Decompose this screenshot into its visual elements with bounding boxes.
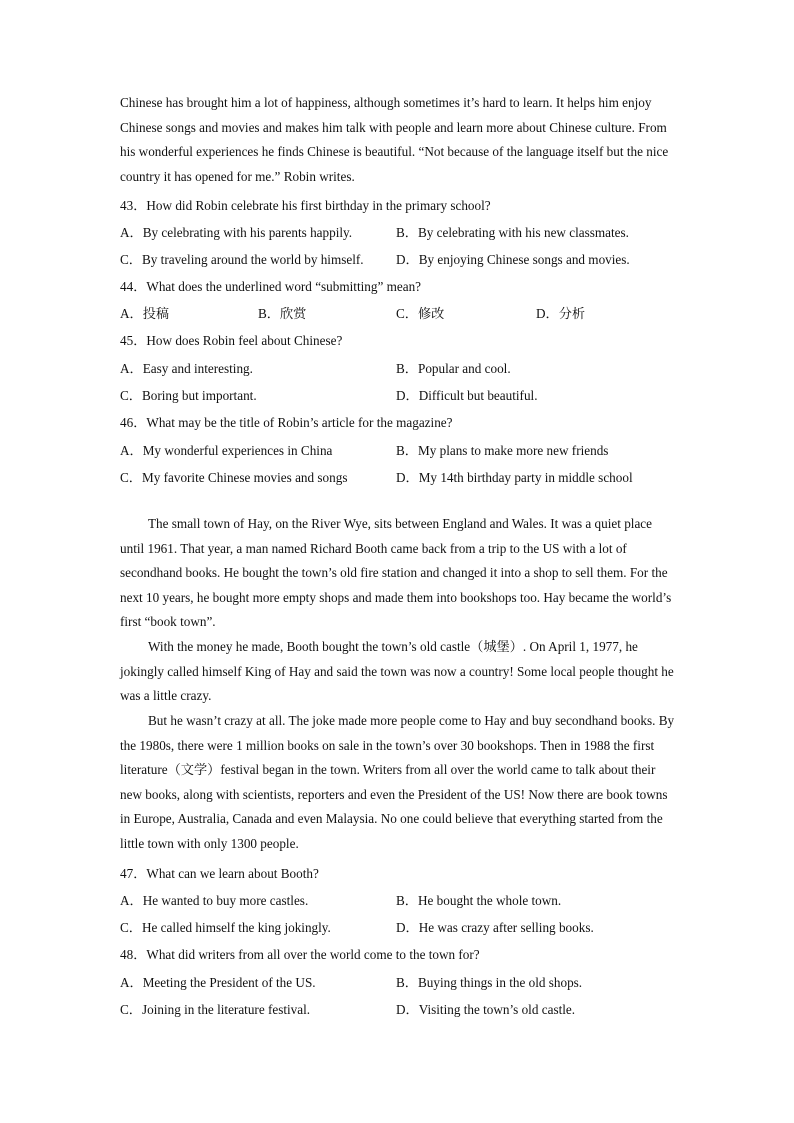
question-43-option-d: D．By enjoying Chinese songs and movies. [396,252,630,267]
question-44-option-a: A．投稿 [120,306,170,321]
question-43-option-b: B．By celebrating with his new classmates. [396,225,629,240]
question-48-stem: 48．What did writers from all over the world come to the town for? [120,947,480,962]
question-45-option-c: C．Boring but important. [120,388,257,403]
question-47-option-d: D．He was crazy after selling books. [396,920,594,935]
question-45-option-d: D．Difficult but beautiful. [396,388,538,403]
question-46-option-d: D．My 14th birthday party in middle school [396,470,633,485]
question-48-option-b: B．Buying things in the old shops. [396,975,583,990]
question-47-option-b: B．He bought the whole town. [396,893,562,908]
question-43-stem: 43．How did Robin celebrate his first birthday in the primary school? [120,198,491,213]
question-44-option-d: D．分析 [536,306,586,321]
question-45-option-b: B．Popular and cool. [396,361,511,376]
question-44-option-b: B．欣赏 [258,306,307,321]
question-48-option-a: A．Meeting the President of the US. [120,975,316,990]
passage-2-paragraph-3: But he wasn’t crazy at all. The joke made more people come to Hay and buy secondhand books. By the 1980s, there were 1 million books on sale in the town’s over 30 bookshops. Then in 1988 the first literature（文学）festival began in the town. Writers from all over the world came to talk about their new books, along with scientists, reporters and even the President of the US! Now there are book towns in Europe, Australia, Canada and even Malaysia. No one could believe that everything started from the little town with only 1300 people. [120,713,675,851]
question-47-stem: 47．What can we learn about Booth? [120,866,319,881]
question-48-option-d: D．Visiting the town’s old castle. [396,1002,576,1017]
question-45-stem: 45．How does Robin feel about Chinese? [120,333,343,348]
question-46-option-b: B．My plans to make more new friends [396,443,609,458]
question-46-option-c: C．My favorite Chinese movies and songs [120,470,348,485]
question-46-stem: 46．What may be the title of Robin’s article for the magazine? [120,415,453,430]
question-47-option-a: A．He wanted to buy more castles. [120,893,309,908]
passage-2-paragraph-2: With the money he made, Booth bought the town’s old castle（城堡）. On April 1, 1977, he jokingly called himself King of Hay and said the town was now a country! Some local people thought he was a little crazy. [120,639,674,704]
question-43-option-c: C．By traveling around the world by himself. [120,252,364,267]
question-47-option-c: C．He called himself the king jokingly. [120,920,331,935]
question-44-option-c: C．修改 [396,306,445,321]
passage-2-paragraph-1: The small town of Hay, on the River Wye, sits between England and Wales. It was a quiet place until 1961. That year, a man named Richard Booth came back from a trip to the US with a lot of secondhand books. He bought the town’s old fire station and changed it into a shop to sell them. For the next 10 years, he bought more empty shops and made them into bookshops too. Hay became the world’s first “book town”. [120,516,672,630]
question-45-option-a: A．Easy and interesting. [120,361,253,376]
question-48-option-c: C．Joining in the literature festival. [120,1002,311,1017]
question-44-stem: 44．What does the underlined word “submitting” mean? [120,279,422,294]
passage-1-paragraph: Chinese has brought him a lot of happiness, although sometimes it’s hard to learn. It helps him enjoy Chinese songs and movies and makes him talk with people and learn more about Chinese culture. From his wonderful experiences he finds Chinese is beautiful. “Not because of the language itself but the nice country it has opened for me.” Robin writes. [120,95,669,184]
question-43-option-a: A．By celebrating with his parents happily. [120,225,353,240]
question-46-option-a: A．My wonderful experiences in China [120,443,333,458]
